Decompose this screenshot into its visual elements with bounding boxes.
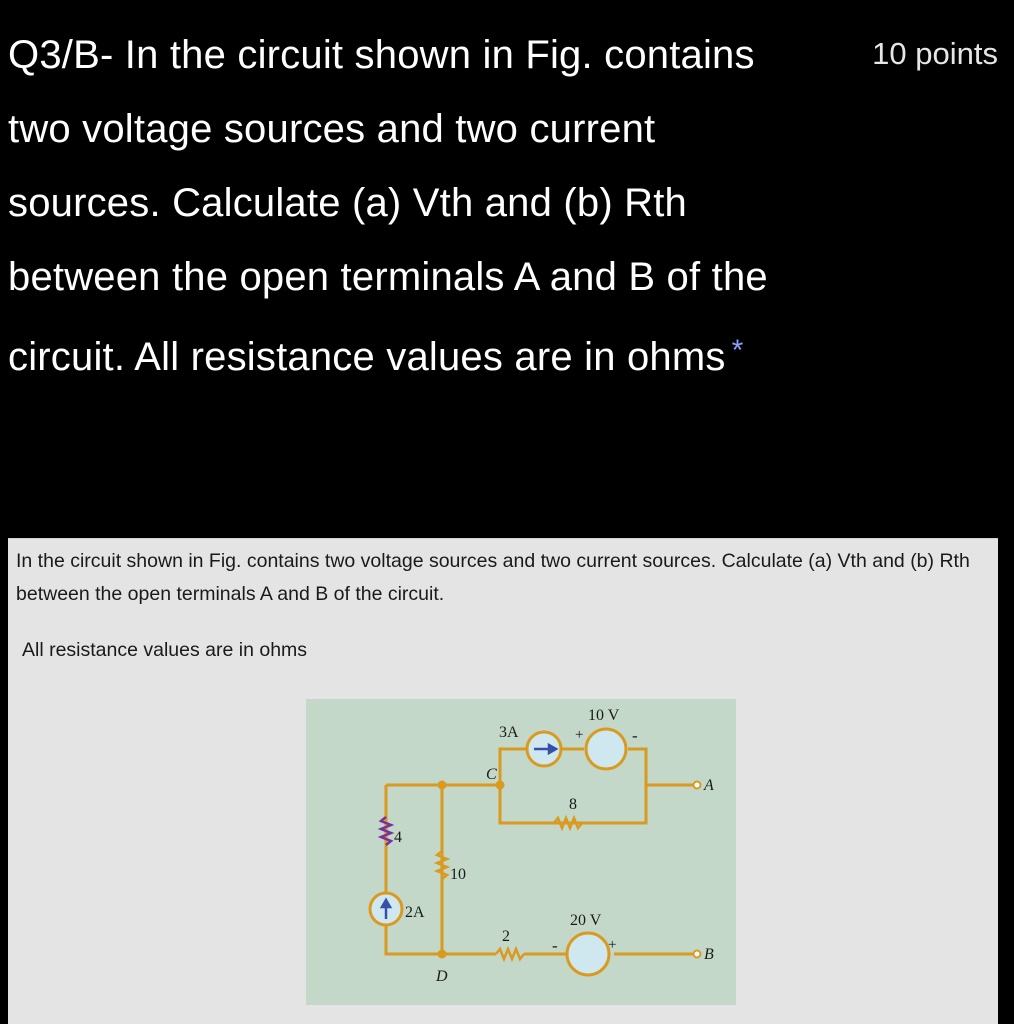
label-10v-minus: - [632,726,638,745]
label-2a: 2A [405,904,425,921]
question-image [8,538,998,1024]
image-question-text: In the circuit shown in Fig. contains two voltage sources and two current sources. Calculate (a) Vth and (b) Rth between the open terminals A and B of the circuit. [16,550,970,605]
label-3a: 3A [499,724,519,741]
label-node-a: A [704,777,714,794]
voltage-source-20v [567,933,609,975]
label-10: 10 [450,866,466,883]
label-4: 4 [394,829,402,846]
label-2: 2 [502,928,510,945]
node-dot [438,781,447,790]
label-20v-minus: - [552,936,558,955]
question-text: Q3/B- In the circuit shown in Fig. contains two voltage sources and two current sources. Calculate (a) Vth and (b) Rth between the open terminals A and B of the circuit. All resistance values are in ohms [8,33,768,379]
terminal-a [694,782,701,789]
label-8: 8 [569,796,577,813]
node-d-dot [438,950,447,959]
terminal-b [694,951,701,958]
points-label: 10 points [872,36,998,71]
voltage-source-10v [586,729,626,769]
label-10v-plus: + [575,727,584,743]
required-marker: * [731,334,744,367]
label-node-d: D [436,968,448,985]
label-10v: 10 V [588,707,620,724]
question-title [8,18,798,394]
circuit-diagram [306,699,736,1005]
label-node-c: C [486,766,497,783]
label-node-b: B [704,946,714,963]
label-20v-plus: + [608,937,617,953]
image-note: All resistance values are in ohms [22,639,308,661]
node-c-dot [496,781,505,790]
label-20v: 20 V [570,912,602,929]
